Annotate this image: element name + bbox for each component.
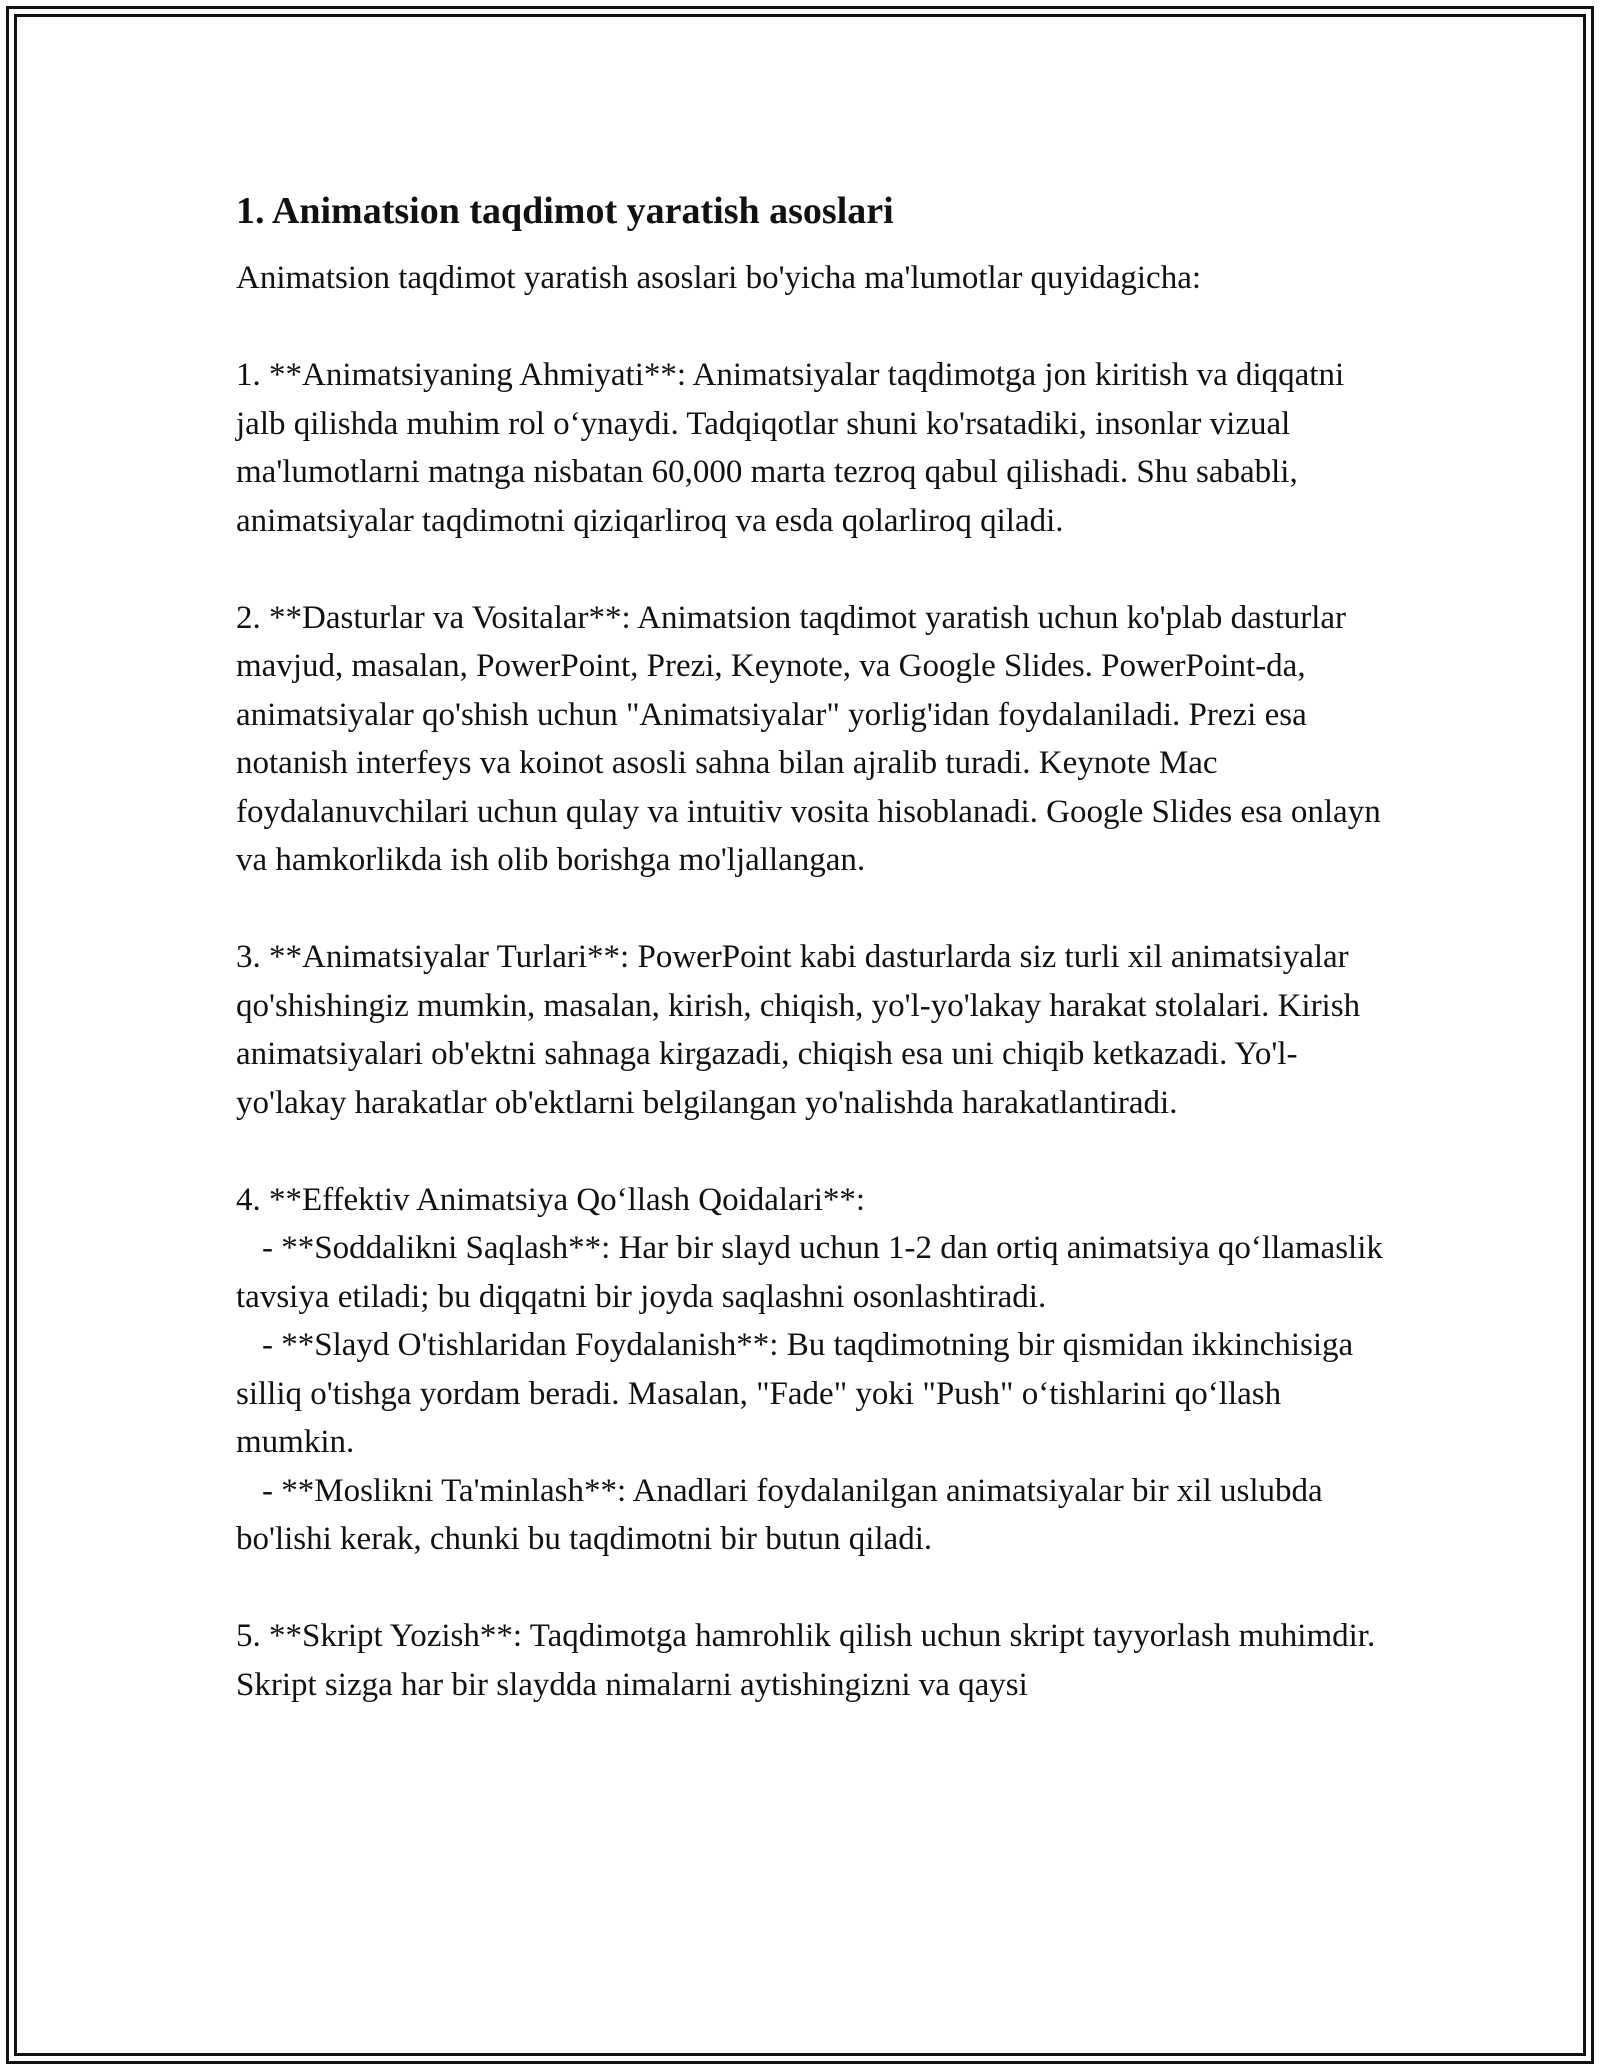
section-4-bullet: - **Slayd O'tishlaridan Foydalanish**: Bu taqdimotning bir qismidan ikkinchisiga silliq o'tishga yordam beradi. Masalan, "Fade" yoki "Push" o‘tishlarini qo‘llash mumkin. xyxy=(236,1327,1354,1460)
section-4-bullet: - **Moslikni Ta'minlash**: Anadlari foydalanilgan animatsiyalar bir xil uslubda bo'lishi kerak, chunki bu taqdimotni bir butun qiladi. xyxy=(236,1472,1323,1557)
paragraph-spacer xyxy=(236,303,1386,352)
intro-paragraph: Animatsion taqdimot yaratish asoslari bo'yicha ma'lumotlar quyidagicha: xyxy=(236,260,1202,296)
paragraph-spacer xyxy=(236,1127,1386,1176)
document-body xyxy=(236,186,1386,1709)
paragraph-spacer xyxy=(236,1564,1386,1613)
section-2-paragraph: 2. **Dasturlar va Vositalar**: Animatsion taqdimot yaratish uchun ko'plab dasturlar mavjud, masalan, PowerPoint, Prezi, Keynote, va Google Slides. PowerPoint-da, animatsiyalar qo'shish uchun "Animatsiyalar" yorlig'idan foydalaniladi. Prezi esa notanish interfeys va koinot asosli sahna bilan ajralib turadi. Keynote Mac foydalanuvchilari uchun qulay va intuitiv vosita hisoblanadi. Google Slides esa onlayn va hamkorlikda ish olib borishga mo'ljallangan. xyxy=(236,599,1381,878)
section-1-paragraph: 1. **Animatsiyaning Ahmiyati**: Animatsiyalar taqdimotga jon kiritish va diqqatni jalb qilishda muhim rol o‘ynaydi. Tadqiqotlar shuni ko'rsatadiki, insonlar vizual ma'lumotlarni matnga nisbatan 60,000 marta tezroq qabul qilishadi. Shu sababli, animatsiyalar taqdimotni qiziqarliroq va esda qolarliroq qiladi. xyxy=(236,357,1345,539)
document-title: 1. Animatsion taqdimot yaratish asoslari xyxy=(236,190,894,232)
paragraph-spacer xyxy=(236,885,1386,934)
section-4-heading: 4. **Effektiv Animatsiya Qo‘llash Qoidalari**: xyxy=(236,1181,866,1218)
section-4-bullet: - **Soddalikni Saqlash**: Har bir slayd uchun 1-2 dan ortiq animatsiya qo‘llamaslik tavsiya etiladi; bu diqqatni bir joyda saqlashni osonlashtiradi. xyxy=(236,1230,1383,1315)
section-5-paragraph: 5. **Skript Yozish**: Taqdimotga hamrohlik qilish uchun skript tayyorlash muhimdir. Skript sizga har bir slaydda nimalarni aytishingizni va qaysi xyxy=(236,1618,1376,1703)
paragraph-spacer xyxy=(236,545,1386,594)
section-3-paragraph: 3. **Animatsiyalar Turlari**: PowerPoint kabi dasturlarda siz turli xil animatsiyalar qo'shishingiz mumkin, masalan, kirish, chiqish, yo'l-yo'lakay harakat stolalari. Kirish animatsiyalari ob'ektni sahnaga kirgazadi, chiqish esa uni chiqib ketkazadi. Yo'l-yo'lakay harakatlar ob'ektlarni belgilangan yo'nalishda harakatlantiradi. xyxy=(236,939,1361,1121)
